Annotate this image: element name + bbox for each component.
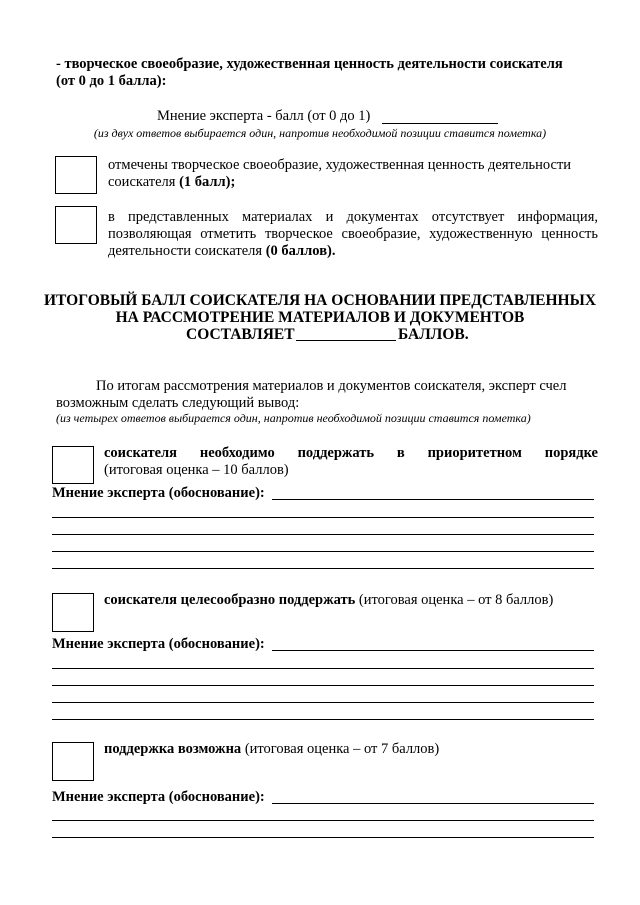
option-creative-missing-line2: позволяющая отметить творческое своеобразие, художественную ценность [108, 226, 598, 242]
total-score-line2: НА РАССМОТРЕНИЕ МАТЕРИАЛОВ И ДОКУМЕНТОВ [115, 309, 525, 326]
total-score-line3b: БАЛЛОВ. [398, 326, 469, 343]
option-score-text: (итоговая оценка – от 7 баллов) [241, 741, 440, 757]
option-bold-text: поддержка возможна [104, 741, 242, 757]
section-heading [56, 56, 596, 90]
option-creative-missing-line1: в представленных материалах и документах отсутствует информация, [108, 209, 598, 225]
word: необходимо [199, 445, 275, 461]
instruction-four-answers: (из четырех ответов выбирается один, напротив необходимой позиции ставится пометка) [56, 411, 531, 425]
option-creative-noted-line1: отмечены творческое своеобразие, художественная ценность деятельности [108, 157, 572, 173]
expert-justification-label-1: Мнение эксперта (обоснование): [52, 485, 265, 501]
justification-line[interactable] [52, 534, 594, 535]
justification-line[interactable] [52, 719, 594, 720]
justification-line[interactable] [272, 803, 594, 804]
expert-justification-label-2: Мнение эксперта (обоснование): [52, 636, 265, 652]
expert-justification-label-3: Мнение эксперта (обоснование): [52, 789, 265, 805]
option-priority-support [104, 445, 598, 479]
conclusion-line1: По итогам рассмотрения материалов и документов соискателя, эксперт счел [96, 378, 567, 394]
justification-line[interactable] [52, 551, 594, 552]
option-bold-text: соискателя целесообразно поддержать [104, 592, 356, 608]
justification-line[interactable] [52, 685, 594, 686]
option-text: деятельности соискателя [108, 243, 266, 259]
word: порядке [544, 445, 598, 461]
justification-line[interactable] [52, 820, 594, 821]
option-score: (0 баллов). [265, 243, 336, 259]
checkbox-priority-support[interactable] [52, 446, 94, 484]
checkbox-creative-noted[interactable] [55, 156, 97, 194]
justification-line[interactable] [52, 837, 594, 838]
total-score-line1: ИТОГОВЫЙ БАЛЛ СОИСКАТЕЛЯ НА ОСНОВАНИИ ПРЕДСТАВЛЕННЫХ [43, 292, 597, 309]
option-priority-support-line2: (итоговая оценка – 10 баллов) [104, 462, 289, 478]
option-creative-noted [108, 157, 598, 191]
justification-line[interactable] [272, 499, 594, 500]
checkbox-support-possible[interactable] [52, 742, 94, 781]
checkbox-creative-missing[interactable] [55, 206, 97, 244]
section-heading-line1: - творческое своеобразие, художественная ценность деятельности соискателя [56, 56, 563, 72]
section-heading-line2: (от 0 до 1 балла): [56, 73, 167, 89]
word: поддержать [297, 445, 375, 461]
total-score-title [40, 292, 600, 326]
justification-line[interactable] [52, 517, 594, 518]
justification-line[interactable] [52, 568, 594, 569]
option-priority-support-line1 [104, 445, 598, 462]
word: соискателя [104, 445, 178, 461]
conclusion-line2: возможным сделать следующий вывод: [56, 395, 300, 411]
option-expedient-support [104, 592, 553, 609]
justification-line[interactable] [52, 668, 594, 669]
expert-score-label: Мнение эксперта - балл (от 0 до 1) [157, 108, 371, 124]
option-score: (1 балл); [179, 174, 236, 190]
word: в [396, 445, 405, 461]
word: приоритетном [427, 445, 522, 461]
checkbox-expedient-support[interactable] [52, 593, 94, 632]
justification-line[interactable] [272, 650, 594, 651]
option-creative-noted-line2 [108, 174, 598, 191]
option-creative-missing [108, 209, 598, 260]
option-support-possible [104, 741, 439, 758]
option-score-text: (итоговая оценка – от 8 баллов) [355, 592, 554, 608]
justification-line[interactable] [52, 702, 594, 703]
total-score-line3a: СОСТАВЛЯЕТ [186, 326, 295, 343]
total-score-field[interactable] [296, 340, 396, 341]
option-text: соискателя [108, 174, 180, 190]
instruction-two-answers: (из двух ответов выбирается один, напротив необходимой позиции ставится пометка) [93, 126, 547, 140]
option-creative-missing-line3 [108, 243, 598, 260]
expert-score-field[interactable] [382, 123, 498, 124]
